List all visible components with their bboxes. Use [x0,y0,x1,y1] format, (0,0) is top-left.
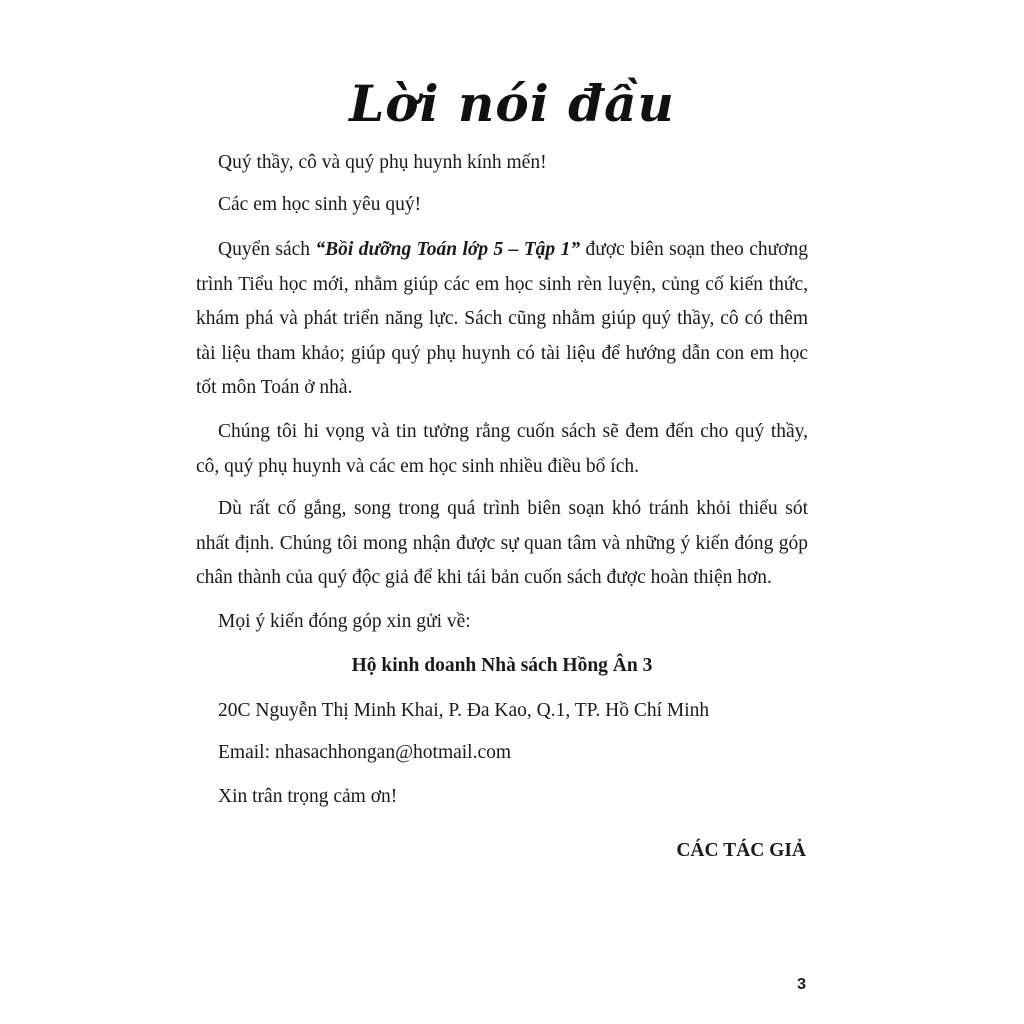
feedback-intro: Mọi ý kiến đóng góp xin gửi về: [218,611,471,632]
publisher-address: 20C Nguyễn Thị Minh Khai, P. Đa Kao, Q.1, TP. Hồ Chí Minh [218,700,710,721]
paragraph-book-intro-body: được biên soạn theo chương trình Tiểu học mới, nhằm giúp các em học sinh rèn luyện, củng cố kiến thức, khám phá và phát triển năng lực. Sách cũng nhằm giúp quý thầy, cô có thêm tài liệu tham khảo; giúp quý phụ huynh có tài liệu để hướng dẫn con em học tốt môn Toán ở nhà. [196,239,808,398]
publisher-name: Hộ kinh doanh Nhà sách Hồng Ân 3 [351,655,653,676]
paragraph-book-intro-lead: Quyển sách [218,239,316,260]
publisher-email: Email: nhasachhongan@hotmail.com [218,742,512,763]
book-title: “Bồi dưỡng Toán lớp 5 – Tập 1” [315,239,581,260]
greeting-teachers-parents: Quý thầy, cô và quý phụ huynh kính mến! [218,152,547,173]
page-title: Lời nói đầu [349,74,675,133]
thanks-line: Xin trân trọng cảm ơn! [218,786,398,807]
paragraph-apology: Dù rất cố gắng, song trong quá trình biên soạn khó tránh khỏi thiếu sót nhất định. Chúng tôi mong nhận được sự quan tâm và những ý kiến đóng góp chân thành của quý độc giả để khi tái bản cuốn sách được hoàn thiện hơn. [196,498,808,588]
paragraph-hope: Chúng tôi hi vọng và tin tưởng rằng cuốn sách sẽ đem đến cho quý thầy, cô, quý phụ huynh và các em học sinh nhiều điều bổ ích. [196,421,808,477]
authors-signature: CÁC TÁC GIẢ [676,840,806,861]
greeting-students: Các em học sinh yêu quý! [218,194,422,215]
page-number: 3 [797,976,806,993]
paragraph-book-intro [196,233,808,406]
